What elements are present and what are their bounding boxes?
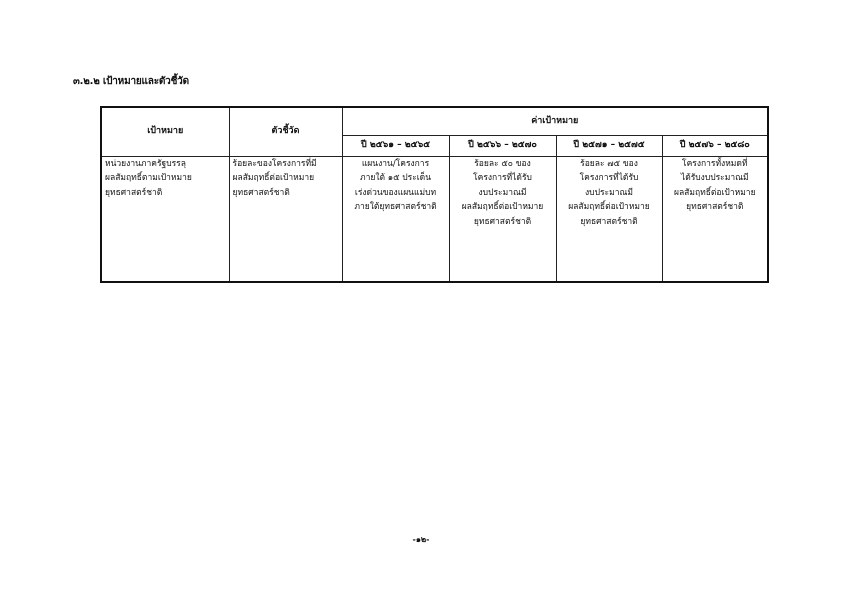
cell-value-year-3 bbox=[556, 157, 662, 283]
header-year-3: ปี ๒๕๗๑ – ๒๕๗๕ bbox=[556, 135, 662, 156]
cell-line: เร่งด่วนของแผนแม่บท bbox=[354, 187, 437, 198]
cell-value-year-4 bbox=[662, 157, 768, 283]
cell-line: ยุทธศาสตร์ชาติ bbox=[105, 187, 163, 198]
cell-line: ภายใต้ ๑๕ ประเด็น bbox=[359, 173, 432, 184]
cell-value-year-1 bbox=[342, 157, 449, 283]
cell-value-year-2 bbox=[449, 157, 556, 283]
page-number: -๑๒- bbox=[412, 535, 430, 544]
header-year-1: ปี ๒๕๖๑ – ๒๕๖๕ bbox=[342, 135, 449, 156]
cell-line: ผลสัมฤทธิ์ต่อเป้าหมาย bbox=[568, 202, 650, 213]
cell-line: ผลสัมฤทธิ์ตามเป้าหมาย bbox=[105, 173, 192, 184]
cell-line: ภายใต้ยุทธศาสตร์ชาติ bbox=[354, 202, 437, 213]
cell-line: ร้อยละของโครงการที่มี bbox=[232, 159, 317, 169]
cell-line: โครงการทั้งหมดที่ bbox=[682, 159, 748, 169]
table-row bbox=[101, 157, 768, 283]
header-year-2: ปี ๒๕๖๖ – ๒๕๗๐ bbox=[449, 135, 556, 156]
cell-line: แผนงาน/โครงการ bbox=[361, 159, 430, 169]
cell-line: งบประมาณมี bbox=[585, 187, 633, 198]
cell-line: ยุทธศาสตร์ชาติ bbox=[686, 202, 744, 213]
cell-line: ได้รับงบประมาณมี bbox=[680, 173, 749, 184]
cell-line: ร้อยละ ๗๕ ของ bbox=[580, 159, 638, 169]
cell-target bbox=[101, 157, 229, 283]
cell-line: ยุทธศาสตร์ชาติ bbox=[473, 216, 532, 227]
cell-line: ผลสัมฤทธิ์ต่อเป้าหมาย bbox=[673, 187, 756, 198]
header-target: เป้าหมาย bbox=[101, 107, 229, 157]
cell-line: ผลสัมฤทธิ์ต่อเป้าหมาย bbox=[461, 202, 544, 213]
cell-line: ร้อยละ ๕๐ ของ bbox=[474, 159, 531, 169]
target-indicator-table bbox=[100, 106, 769, 283]
cell-line: หน่วยงานภาครัฐบรรลุ bbox=[105, 159, 186, 169]
cell-line: ยุทธศาสตร์ชาติ bbox=[232, 187, 290, 198]
cell-line: ผลสัมฤทธิ์ต่อเป้าหมาย bbox=[232, 173, 315, 184]
cell-line: ยุทธศาสตร์ชาติ bbox=[580, 216, 638, 227]
cell-indicator bbox=[229, 157, 342, 283]
header-target-values: ค่าเป้าหมาย bbox=[342, 107, 768, 135]
cell-line: งบประมาณมี bbox=[478, 187, 527, 198]
header-year-4: ปี ๒๕๗๖ – ๒๕๘๐ bbox=[662, 135, 768, 156]
section-heading: ๓.๒.๒ เป้าหมายและตัวชี้วัด bbox=[73, 76, 189, 87]
cell-line: โครงการที่ได้รับ bbox=[473, 173, 532, 184]
header-indicator: ตัวชี้วัด bbox=[229, 107, 342, 157]
cell-line: โครงการที่ได้รับ bbox=[579, 173, 639, 184]
